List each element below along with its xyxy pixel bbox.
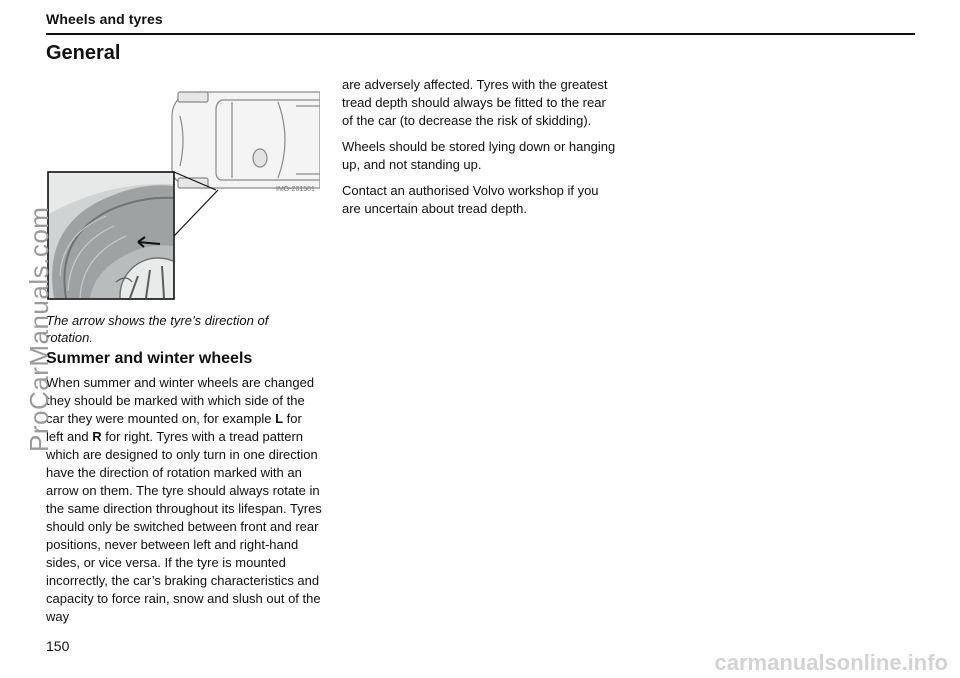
page-number: 150 [46, 638, 70, 654]
section-label: Wheels and tyres [46, 11, 163, 27]
bottom-watermark: carmanualsonline.info [714, 650, 948, 675]
paragraph-text: When summer and winter wheels are changed they should be marked with which side of the car they were mounted on, for example [46, 375, 315, 426]
summer-winter-paragraph [46, 374, 322, 626]
paragraph-text: for left and [46, 411, 302, 444]
right-column [342, 76, 618, 226]
tyre-rotation-illustration [46, 86, 320, 301]
page-title: General [46, 42, 121, 64]
workshop-paragraph: Contact an authorised Volvo workshop if you are uncertain about tread depth. [342, 183, 599, 216]
left-column [46, 374, 322, 626]
side-watermark: ProCarManuals.com [24, 206, 54, 452]
tyre-closeup-inset [48, 172, 196, 301]
car-top-view-icon [172, 92, 320, 188]
tread-depth-paragraph: are adversely affected. Tyres with the greatest tread depth should always be fitted to the rear of the car (to decrease the risk of skidding). [342, 77, 608, 128]
header-rule [46, 33, 915, 35]
left-marker: L [275, 411, 284, 426]
figure-caption: The arrow shows the tyre’s direction of rotation. [46, 313, 269, 345]
paragraph-text: for right. Tyres with a tread pattern which are designed to only turn in one direction have the direction of rotation marked with an arrow on them. The tyre should always rotate in the same direction throughout its lifespan. Tyres should only be switched between front and rear positions, never between left and right-hand sides, or vice versa. If the tyre is mounted incorrectly, the car’s braking characteristics and capacity to force rain, snow and slush out of the way [46, 429, 322, 624]
section-heading: Summer and winter wheels [46, 350, 253, 367]
storage-paragraph: Wheels should be stored lying down or hanging up, and not standing up. [342, 139, 616, 172]
right-marker: R [92, 429, 102, 444]
image-code: IMG-201501 [276, 186, 315, 193]
